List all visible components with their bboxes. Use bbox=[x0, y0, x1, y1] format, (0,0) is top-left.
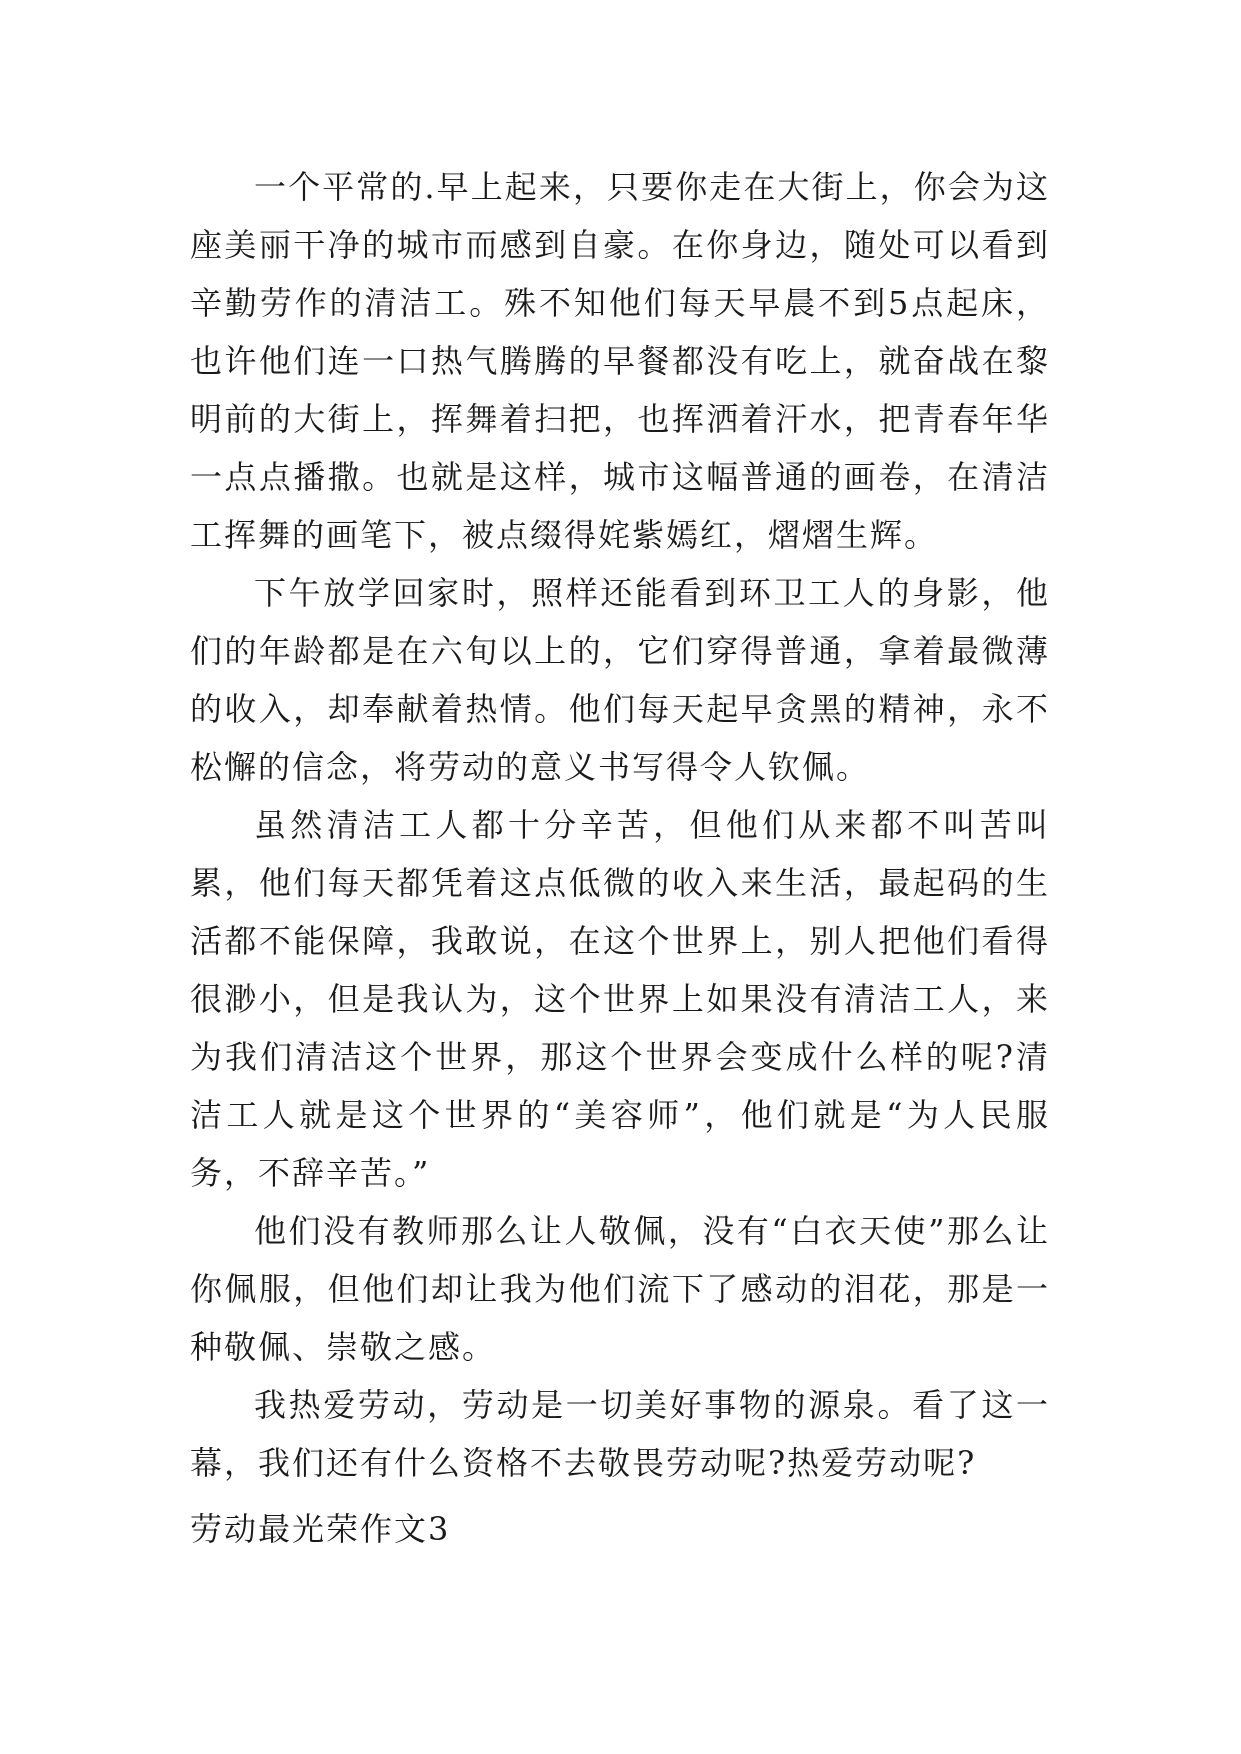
paragraph-5: 我热爱劳动，劳动是一切美好事物的源泉。看了这一幕，我们还有什么资格不去敬畏劳动呢?热爱劳动呢? bbox=[190, 1386, 1050, 1482]
paragraph-4: 他们没有教师那么让人敬佩，没有“白衣天使”那么让你佩服，但他们却让我为他们流下了感动的泪花，那是一种敬佩、崇敬之感。 bbox=[190, 1212, 1050, 1366]
paragraph-2: 下午放学回家时，照样还能看到环卫工人的身影，他们的年龄都是在六旬以上的，它们穿得普通，拿着最微薄的收入，却奉献着热情。他们每天起早贪黑的精神，永不松懈的信念，将劳动的意义书写得令人钦佩。 bbox=[190, 574, 1050, 786]
document-body bbox=[190, 158, 1050, 1492]
paragraph-1: 一个平常的.早上起来，只要你走在大街上，你会为这座美丽干净的城市而感到自豪。在你身边，随处可以看到辛勤劳作的清洁工。殊不知他们每天早晨不到5点起床，也许他们连一口热气腾腾的早餐都没有吃上，就奋战在黎明前的大街上，挥舞着扫把，也挥洒着汗水，把青春年华一点点播撒。也就是这样，城市这幅普通的画卷，在清洁工挥舞的画笔下，被点缀得姹紫嫣红，熠熠生辉。 bbox=[190, 168, 1050, 554]
paragraph-3: 虽然清洁工人都十分辛苦，但他们从来都不叫苦叫累，他们每天都凭着这点低微的收入来生活，最起码的生活都不能保障，我敢说，在这个世界上，别人把他们看得很渺小，但是我认为，这个世界上如果没有清洁工人，来为我们清洁这个世界，那这个世界会变成什么样的呢?清洁工人就是这个世界的“美容师”，他们就是“为人民服务，不辞辛苦。” bbox=[190, 806, 1050, 1192]
section-heading: 劳动最光荣作文3 bbox=[190, 1510, 451, 1548]
